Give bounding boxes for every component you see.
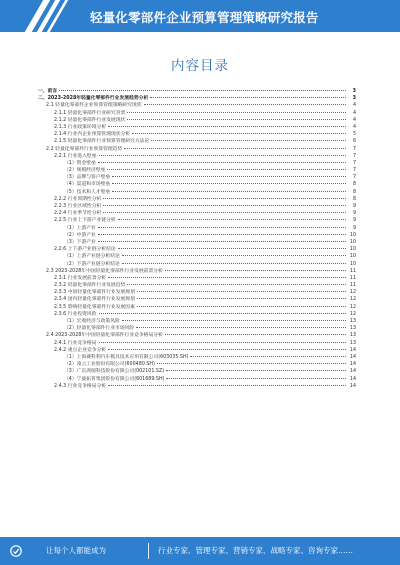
toc-entry-text: 2.3.4 国内轻量化零部件行业发展规划: [54, 297, 135, 303]
toc-leader-dots: [165, 334, 346, 335]
toc-leader-dots: [132, 133, 346, 134]
toc-leader-dots: [118, 219, 346, 220]
toc-entry-text: （1）上游产业: [64, 225, 96, 231]
toc-leader-dots: [137, 298, 346, 299]
toc-entry-text: 2.1.5 轻量化零部件行业预算管理研究方法论: [54, 139, 150, 145]
toc-entry-text: 2.3.3 中国轻量化零部件行业发展规划: [54, 290, 135, 296]
toc-page-number: 14: [349, 354, 356, 360]
toc-page-number: 10: [349, 239, 356, 245]
toc-page-number: 7: [352, 153, 356, 159]
toc-entry[interactable]: [26, 340, 356, 347]
toc-entry[interactable]: [26, 354, 356, 361]
toc-leader-dots: [157, 363, 346, 364]
toc-leader-dots: [118, 248, 346, 249]
toc-entry-text: 2.3.6 行业投资风险: [54, 311, 97, 317]
toc-entry[interactable]: [26, 296, 356, 303]
toc-page-number: 12: [349, 311, 356, 317]
toc-entry-text: （1）上游产业链分析结论: [64, 254, 120, 260]
toc-page-number: 14: [349, 369, 356, 375]
toc-page-number: 12: [349, 304, 356, 310]
toc-entry[interactable]: [26, 138, 356, 145]
toc-entry[interactable]: [26, 203, 356, 210]
toc-entry[interactable]: [26, 246, 356, 253]
toc-entry[interactable]: [26, 325, 356, 332]
toc-entry[interactable]: [26, 88, 356, 95]
header-bar: [0, 0, 400, 32]
toc-entry[interactable]: [26, 289, 356, 296]
toc-entry-text: （2）凌云工业股份有限公司(600480.SH): [64, 362, 155, 368]
toc-page-number: 6: [352, 139, 356, 145]
toc-leader-dots: [99, 313, 346, 314]
toc-page-number: 3: [352, 96, 356, 102]
toc-page-number: 4: [352, 110, 356, 116]
toc-leader-dots: [166, 378, 346, 379]
toc-entry-text: （2）中游产业: [64, 232, 96, 238]
toc-leader-dots: [108, 126, 346, 127]
toc-entry[interactable]: [26, 347, 356, 354]
toc-page-number: 13: [349, 340, 356, 346]
toc-leader-dots: [108, 349, 346, 350]
toc-page-number: 8: [352, 189, 356, 195]
footer-bar: [0, 537, 400, 565]
toc-leader-dots: [112, 191, 346, 192]
toc-entry-text: （1）资金壁垒: [64, 160, 96, 166]
logo-icon: [10, 545, 22, 557]
toc-leader-dots: [108, 277, 346, 278]
toc-page-number: 4: [352, 124, 356, 130]
toc-page-number: 4: [352, 103, 356, 109]
toc-leader-dots: [103, 198, 346, 199]
toc-entry-text: 2.2.4 行业季节性分析: [54, 211, 102, 217]
toc-entry[interactable]: [26, 368, 356, 375]
toc-entry[interactable]: [26, 239, 356, 246]
toc-entry[interactable]: [26, 383, 356, 390]
footer-tagline: 行业专家、管理专家、营销专家、战略专家、咨询专家……: [158, 546, 353, 555]
footer-divider: [148, 543, 149, 559]
toc-entry[interactable]: [26, 304, 356, 311]
toc-leader-dots: [99, 342, 346, 343]
toc-entry-text: （3）下游产业: [64, 239, 96, 245]
toc-entry-text: 一、前言: [38, 89, 58, 94]
toc-leader-dots: [151, 140, 346, 141]
toc-leader-dots: [122, 320, 346, 321]
toc-list: [26, 88, 356, 390]
toc-entry-text: 2.2.3 行业区域性分析: [54, 204, 102, 209]
footer-slogan: 让每个人都能成为: [46, 546, 106, 555]
toc-entry-text: 2.3.1 行业发展前景分析: [54, 275, 107, 281]
document-title: 轻量化零部件企业预算管理策略研究报告: [90, 10, 319, 25]
toc-entry[interactable]: [26, 217, 356, 224]
toc-page-number: 9: [352, 225, 356, 231]
toc-entry-text: （2）下游产业链分析结论: [64, 261, 120, 267]
toc-leader-dots: [190, 356, 346, 357]
toc-leader-dots: [127, 112, 346, 113]
toc-entry-text: （3）广东鸿图科技股份有限公司(002101.SZ): [64, 369, 165, 375]
toc-leader-dots: [165, 270, 346, 271]
toc-entry[interactable]: [26, 95, 356, 102]
toc-entry-text: 2.3.2 轻量化零部件行业发展趋势: [54, 283, 126, 289]
toc-leader-dots: [127, 284, 346, 285]
toc-page-number: 7: [352, 146, 356, 152]
toc-page-number: 4: [352, 117, 356, 123]
toc-entry-text: （1）宏观经济与政策风险: [64, 319, 120, 324]
toc-entry-text: 2.1.1 轻量化零部件行业研究背景: [54, 110, 126, 116]
toc-leader-dots: [98, 234, 346, 235]
toc-entry-text: （4）渠道和市场壁垒: [64, 182, 111, 188]
toc-page-number: 12: [349, 290, 356, 296]
toc-entry-text: （1）上海赛科利汽车模具技术应用有限公司(603035.SH): [64, 354, 189, 360]
toc-leader-dots: [150, 97, 346, 98]
toc-entry-text: （4）宁波拓普集团股份有限公司(601689.SH): [64, 376, 165, 382]
toc-page-number: 13: [349, 333, 356, 339]
toc-page-number: 11: [349, 283, 356, 289]
toc-leader-dots: [127, 119, 346, 120]
toc-entry[interactable]: [26, 124, 356, 131]
toc-page-number: 10: [349, 254, 356, 260]
toc-page-number: 14: [349, 376, 356, 382]
toc-entry-text: （2）规模经济壁垒: [64, 168, 106, 174]
toc-entry[interactable]: [26, 232, 356, 239]
toc-leader-dots: [103, 212, 346, 213]
toc-entry[interactable]: [26, 261, 356, 268]
toc-heading: 内容目录: [171, 58, 229, 74]
toc-entry-text: 二、2023-2028年轻量化零部件行业发展趋势分析: [38, 96, 149, 102]
toc-entry[interactable]: [26, 160, 356, 167]
toc-entry[interactable]: [26, 117, 356, 124]
toc-leader-dots: [108, 385, 346, 386]
toc-leader-dots: [124, 148, 346, 149]
toc-page-number: 13: [349, 326, 356, 332]
toc-page-number: 10: [349, 247, 356, 253]
toc-entry-text: 2.3 2023-2028年中国轻量化零部件行业发展前景分析: [46, 268, 163, 274]
toc-entry[interactable]: [26, 225, 356, 232]
toc-entry-text: （5）技术和人才壁垒: [64, 189, 111, 195]
toc-entry[interactable]: [26, 253, 356, 260]
toc-entry[interactable]: [26, 196, 356, 203]
toc-entry[interactable]: [26, 311, 356, 318]
toc-entry[interactable]: [26, 376, 356, 383]
toc-leader-dots: [136, 327, 346, 328]
toc-page-number: 11: [349, 275, 356, 281]
toc-page-number: 7: [352, 160, 356, 166]
toc-entry[interactable]: [26, 181, 356, 188]
toc-entry-text: 2.1.4 行业内企业预算管理现状分析: [54, 132, 131, 138]
toc-entry[interactable]: [26, 153, 356, 160]
toc-leader-dots: [98, 227, 346, 228]
toc-entry[interactable]: [26, 174, 356, 181]
toc-page-number: 9: [352, 218, 356, 224]
toc-entry-text: 2.2.1 行业进入壁垒: [54, 153, 97, 159]
toc-page-number: 8: [352, 196, 356, 202]
toc-page-number: 7: [352, 168, 356, 174]
toc-entry-text: 2.1.3 行业政策环境分析: [54, 124, 107, 130]
toc-entry[interactable]: [26, 275, 356, 282]
toc-leader-dots: [122, 255, 346, 256]
toc-entry-text: 2.2.6 上下游产业链分析结论: [54, 247, 116, 253]
toc-leader-dots: [166, 370, 346, 371]
toc-leader-dots: [112, 183, 346, 184]
toc-page-number: 14: [349, 347, 356, 353]
toc-leader-dots: [137, 291, 346, 292]
toc-page-number: 13: [349, 319, 356, 324]
toc-leader-dots: [103, 205, 346, 206]
toc-entry-text: 2.1 轻量化零部件企业预算管理策略研究现状: [46, 103, 142, 109]
toc-entry-text: 2.2.5 行业上下游产业链分析: [54, 218, 116, 224]
toc-entry-text: 2.4 2023-2028年中国轻量化零部件行业竞争格局分析: [46, 333, 163, 339]
toc-entry[interactable]: [26, 268, 356, 275]
toc-leader-dots: [122, 263, 346, 264]
toc-page-number: 3: [352, 89, 356, 94]
toc-leader-dots: [112, 176, 346, 177]
toc-entry[interactable]: [26, 282, 356, 289]
toc-page-number: 5: [352, 132, 356, 138]
toc-entry[interactable]: [26, 146, 356, 153]
toc-leader-dots: [137, 306, 346, 307]
toc-entry[interactable]: [26, 131, 356, 138]
toc-entry-text: （3）品牌与客户壁垒: [64, 175, 111, 181]
toc-entry[interactable]: [26, 167, 356, 174]
toc-entry[interactable]: [26, 332, 356, 339]
toc-entry-text: （2）轻量化零部件行业市场风险: [64, 326, 135, 332]
toc-entry-text: 2.4.1 行业竞争格局: [54, 340, 97, 346]
toc-leader-dots: [98, 162, 346, 163]
toc-page-number: 12: [349, 297, 356, 303]
toc-page-number: 11: [349, 268, 356, 274]
toc-entry-text: 2.2.2 行业周期性分析: [54, 196, 102, 202]
toc-leader-dots: [144, 104, 347, 105]
toc-entry[interactable]: [26, 210, 356, 217]
toc-entry[interactable]: [26, 189, 356, 196]
toc-page-number: 8: [352, 182, 356, 188]
toc-page-number: 9: [352, 211, 356, 217]
toc-page-number: 14: [349, 362, 356, 368]
toc-entry[interactable]: [26, 110, 356, 117]
toc-entry[interactable]: [26, 102, 356, 109]
toc-entry-text: 2.3.5 影响轻量化零部件行业发展因素: [54, 304, 135, 310]
toc-leader-dots: [99, 155, 346, 156]
toc-page-number: 7: [352, 175, 356, 181]
toc-entry-text: 2.1.2 轻量化零部件行业发展现状: [54, 117, 126, 123]
toc-page-number: 9: [352, 204, 356, 209]
toc-entry-text: 2.4.3 行业竞争格局分析: [54, 383, 107, 389]
toc-page-number: 14: [349, 383, 356, 389]
toc-entry[interactable]: [26, 361, 356, 368]
toc-leader-dots: [59, 90, 346, 91]
toc-leader-dots: [98, 241, 346, 242]
toc-page-number: 10: [349, 232, 356, 238]
toc-leader-dots: [107, 169, 346, 170]
toc-page-number: 10: [349, 261, 356, 267]
toc-entry-text: 2.2 轻量化零部件行业预算管理趋势: [46, 146, 123, 152]
toc-entry-text: 2.4.2 重点企业竞争分析: [54, 347, 107, 353]
toc-entry[interactable]: [26, 318, 356, 325]
